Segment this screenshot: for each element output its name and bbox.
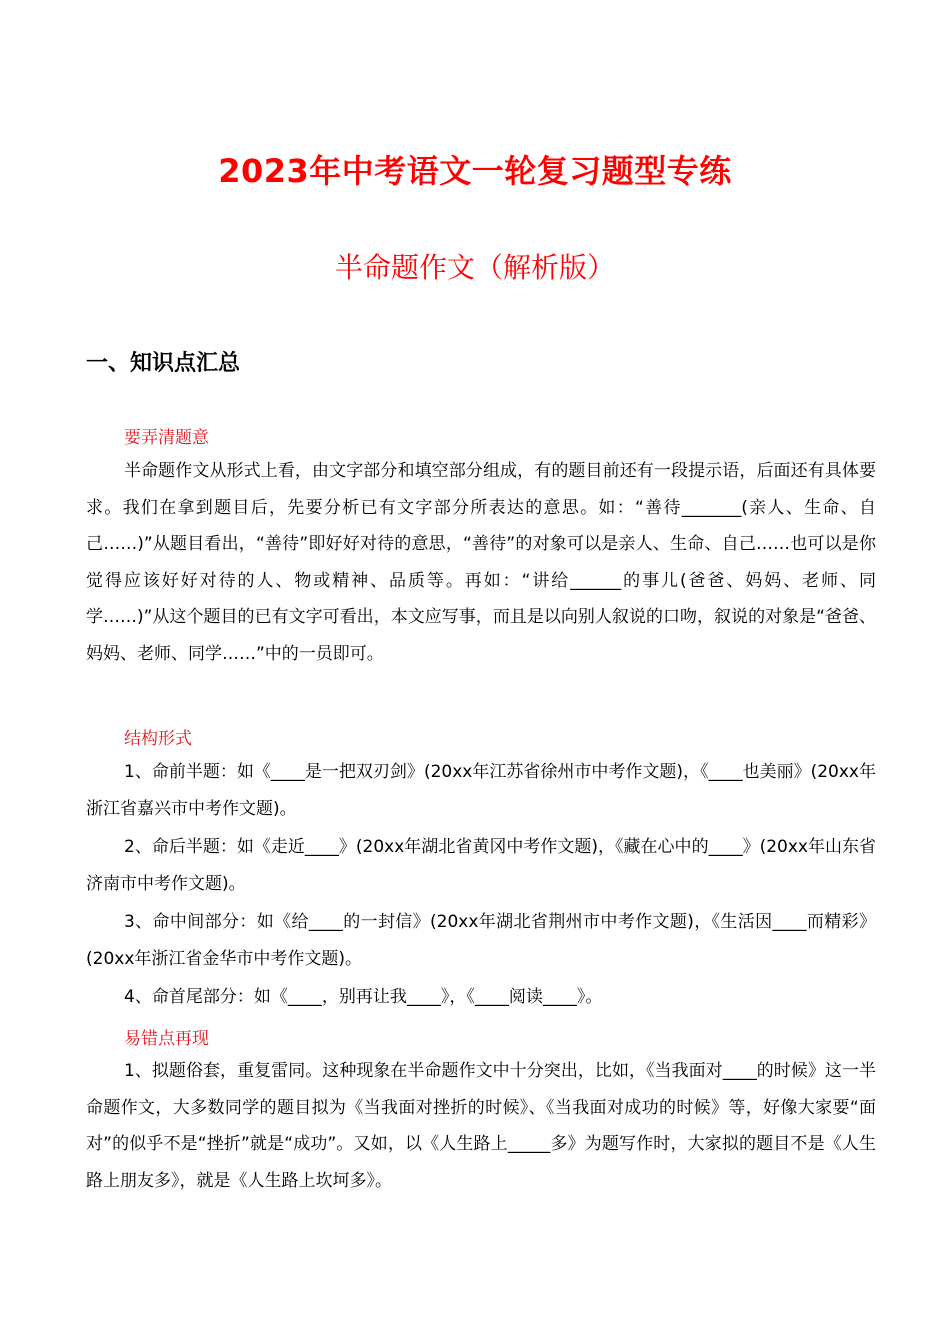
subheading-common-errors: 易错点再现 bbox=[124, 1029, 209, 1049]
structure-item-1: 1、命前半题：如《____是一把双刃剑》(20xx年江苏省徐州市中考作文题)，《____也美丽》(20xx年浙江省嘉兴市中考作文题)。 bbox=[86, 762, 876, 819]
structure-item-4: 4、命首尾部分：如《____，别再让我____》，《____阅读____》。 bbox=[124, 987, 603, 1007]
document-subtitle: 半命题作文（解析版） bbox=[334, 251, 615, 284]
structure-item-3: 3、命中间部分：如《给____的一封信》(20xx年湖北省荆州市中考作文题)，《生活因____而精彩》(20xx年浙江省金华市中考作文题)。 bbox=[86, 912, 876, 969]
structure-item-2: 2、命后半题：如《走近____》(20xx年湖北省黄冈中考作文题)，《藏在心中的____》(20xx年山东省济南市中考作文题)。 bbox=[86, 837, 876, 894]
document-title: 2023年中考语文一轮复习题型专练 bbox=[218, 152, 732, 190]
subheading-understand-topic: 要弄清题意 bbox=[124, 428, 209, 448]
subheading-structure: 结构形式 bbox=[124, 729, 192, 749]
error-item-1: 1、拟题俗套，重复雷同。这种现象在半命题作文中十分突出，比如，《当我面对____的时候》这一半命题作文，大多数同学的题目拟为《当我面对挫折的时候》、《当我面对成功的时候》等，好像大家要“面对”的似乎不是“挫折”就是“成功”。又如，以《人生路上_____多》为题写作时，大家拟的题目不是《人生路上朋友多》，就是《人生路上坎坷多》。 bbox=[86, 1061, 876, 1191]
paragraph-understand-topic: 半命题作文从形式上看，由文字部分和填空部分组成，有的题目前还有一段提示语，后面还有具体要求。我们在拿到题目后，先要分析已有文字部分所表达的意思。如：“善待_______(亲人、生命、自己……)”从题目看出，“善待”即好好对待的意思，“善待”的对象可以是亲人、生命、自己……也可以是你觉得应该好好对待的人、物或精神、品质等。再如：“讲给______的事儿(爸爸、妈妈、老师、同学……)”从这个题目的已有文字可看出，本文应写事，而且是以向别人叙说的口吻，叙说的对象是“爸爸、妈妈、老师、同学……”中的一员即可。 bbox=[86, 461, 876, 664]
section-heading: 一、知识点汇总 bbox=[86, 351, 241, 376]
